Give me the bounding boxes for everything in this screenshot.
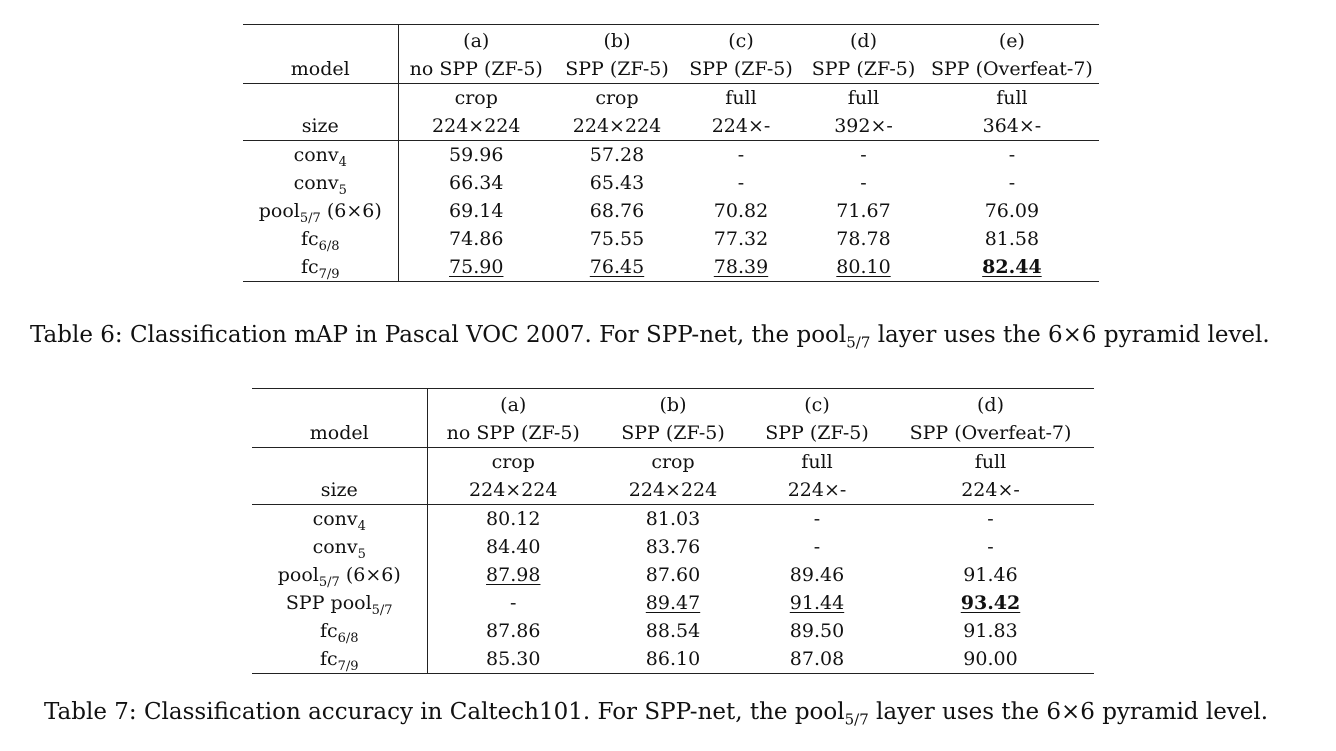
- col-letter: (c): [680, 25, 802, 56]
- table-row: [252, 617, 1094, 645]
- mode: full: [887, 448, 1094, 477]
- mode: full: [802, 84, 925, 113]
- value-cell: 86.10: [599, 645, 747, 674]
- table-row: [243, 169, 1099, 197]
- col-letter: (a): [427, 389, 599, 420]
- value-cell: 81.03: [599, 505, 747, 534]
- value-cell: 76.09: [984, 200, 1040, 222]
- value-cell: 71.67: [836, 200, 891, 222]
- col-letter: (c): [747, 389, 887, 420]
- value-cell: 85.30: [427, 645, 599, 674]
- value-cell: 84.40: [486, 536, 541, 558]
- model-name: SPP (ZF-5): [689, 58, 793, 80]
- value-cell: 77.32: [713, 228, 769, 250]
- mode: full: [680, 84, 802, 113]
- mode: full: [925, 84, 1099, 113]
- model-label: model: [243, 55, 398, 84]
- size: 224×224: [432, 115, 521, 137]
- size: 224×224: [469, 479, 558, 501]
- value-cell: -: [860, 172, 867, 194]
- value-cell: -: [1008, 172, 1016, 194]
- table-6-caption: Table 6: Classification mAP in Pascal VOC 2007. For SPP-net, the pool$_{5/7}$ layer uses the 6×6 pyramid level.: [30, 322, 1270, 352]
- value-cell: 87.86: [486, 620, 541, 642]
- model-label: model: [252, 419, 427, 448]
- mode: crop: [427, 448, 599, 477]
- value-cell: 81.58: [984, 228, 1040, 250]
- size: 224×-: [787, 479, 847, 501]
- value-cell: -: [510, 592, 517, 614]
- table-row: [252, 505, 1094, 534]
- table-row: [243, 253, 1099, 282]
- table-row: [243, 197, 1099, 225]
- value-cell-best: 93.42: [960, 592, 1021, 614]
- layer-name: $fc_{6/8}$: [243, 225, 398, 253]
- value-cell-underlined: 87.98: [486, 564, 541, 586]
- value-cell: 87.08: [747, 645, 887, 674]
- size: 224×-: [711, 115, 771, 137]
- col-letter: (b): [554, 25, 680, 56]
- value-cell: -: [987, 536, 994, 558]
- size: 224×224: [572, 115, 662, 137]
- layer-name: conv$_5$: [252, 533, 427, 561]
- col-letter: (e): [925, 25, 1099, 56]
- size: 224×224: [628, 479, 718, 501]
- value-cell: 88.54: [645, 620, 701, 642]
- value-cell: -: [925, 141, 1099, 170]
- layer-name: $fc_{6/8}$: [252, 617, 427, 645]
- header-blank: [243, 84, 398, 113]
- value-cell: -: [737, 172, 745, 194]
- model-name: no SPP (ZF-5): [409, 58, 543, 80]
- value-cell-underlined: 75.90: [398, 253, 554, 282]
- model-name: SPP (ZF-5): [811, 58, 916, 80]
- value-cell: -: [802, 141, 925, 170]
- col-letter: (a): [398, 25, 554, 56]
- header-blank: [243, 25, 398, 56]
- value-cell: 80.12: [427, 505, 599, 534]
- value-cell: -: [680, 141, 802, 170]
- size: 364×-: [982, 115, 1042, 137]
- value-cell: 91.83: [963, 620, 1018, 642]
- value-cell: 89.46: [789, 564, 845, 586]
- mode: crop: [554, 84, 680, 113]
- value-cell: 65.43: [589, 172, 645, 194]
- value-cell: 69.14: [449, 200, 504, 222]
- table-row: [243, 141, 1099, 170]
- table-row: [252, 645, 1094, 674]
- value-cell: 66.34: [449, 172, 504, 194]
- value-cell-underlined: 89.47: [645, 592, 701, 614]
- value-cell: -: [747, 505, 887, 534]
- size-label: size: [252, 476, 427, 505]
- table-row: [252, 533, 1094, 561]
- model-name: SPP (ZF-5): [565, 58, 669, 80]
- size: 224×-: [961, 479, 1020, 501]
- value-cell: 68.76: [589, 200, 645, 222]
- layer-name: pool$_{5/7}$ (6×6): [252, 561, 427, 589]
- model-name: SPP (ZF-5): [765, 422, 869, 444]
- layer-name: SPP pool$_{5/7}$: [252, 589, 427, 617]
- table-7-caption: Table 7: Classification accuracy in Caltech101. For SPP-net, the pool$_{5/7}$ layer uses the 6×6 pyramid level.: [44, 699, 1269, 729]
- size-label: size: [243, 112, 398, 141]
- value-cell-underlined: 80.10: [802, 253, 925, 282]
- value-cell: 87.60: [645, 564, 701, 586]
- value-cell: 89.50: [789, 620, 845, 642]
- value-cell: 59.96: [398, 141, 554, 170]
- value-cell: 78.78: [836, 228, 891, 250]
- value-cell: -: [813, 536, 821, 558]
- model-name: no SPP (ZF-5): [446, 422, 580, 444]
- col-letter: (d): [887, 389, 1094, 420]
- value-cell: 57.28: [554, 141, 680, 170]
- value-cell: 83.76: [645, 536, 701, 558]
- model-name: SPP (ZF-5): [621, 422, 725, 444]
- header-blank: [252, 389, 427, 420]
- header-blank: [252, 448, 427, 477]
- model-name: SPP (Overfeat-7): [909, 422, 1072, 444]
- layer-name: conv$_5$: [243, 169, 398, 197]
- mode: crop: [398, 84, 554, 113]
- value-cell: 90.00: [887, 645, 1094, 674]
- col-letter: (d): [802, 25, 925, 56]
- table-7: [252, 388, 1094, 674]
- size: 392×-: [834, 115, 893, 137]
- value-cell-underlined: 76.45: [554, 253, 680, 282]
- value-cell: 74.86: [449, 228, 504, 250]
- layer-name: conv$_4$: [252, 505, 427, 534]
- value-cell: 91.46: [963, 564, 1018, 586]
- mode: crop: [599, 448, 747, 477]
- value-cell: -: [887, 505, 1094, 534]
- value-cell-underlined: 78.39: [680, 253, 802, 282]
- mode: full: [747, 448, 887, 477]
- layer-name: pool$_{5/7}$ (6×6): [243, 197, 398, 225]
- layer-name: conv$_4$: [243, 141, 398, 170]
- layer-name: $fc_{7/9}$: [243, 253, 398, 282]
- layer-name: $fc_{7/9}$: [252, 645, 427, 674]
- col-letter: (b): [599, 389, 747, 420]
- value-cell-underlined: 91.44: [789, 592, 845, 614]
- value-cell: 75.55: [589, 228, 645, 250]
- value-cell: 70.82: [713, 200, 769, 222]
- table-6: [243, 24, 1099, 282]
- table-row: [252, 561, 1094, 589]
- model-name: SPP (Overfeat-7): [931, 58, 1093, 80]
- table-row: [243, 225, 1099, 253]
- value-cell-best: 82.44: [925, 253, 1099, 282]
- table-row: [252, 589, 1094, 617]
